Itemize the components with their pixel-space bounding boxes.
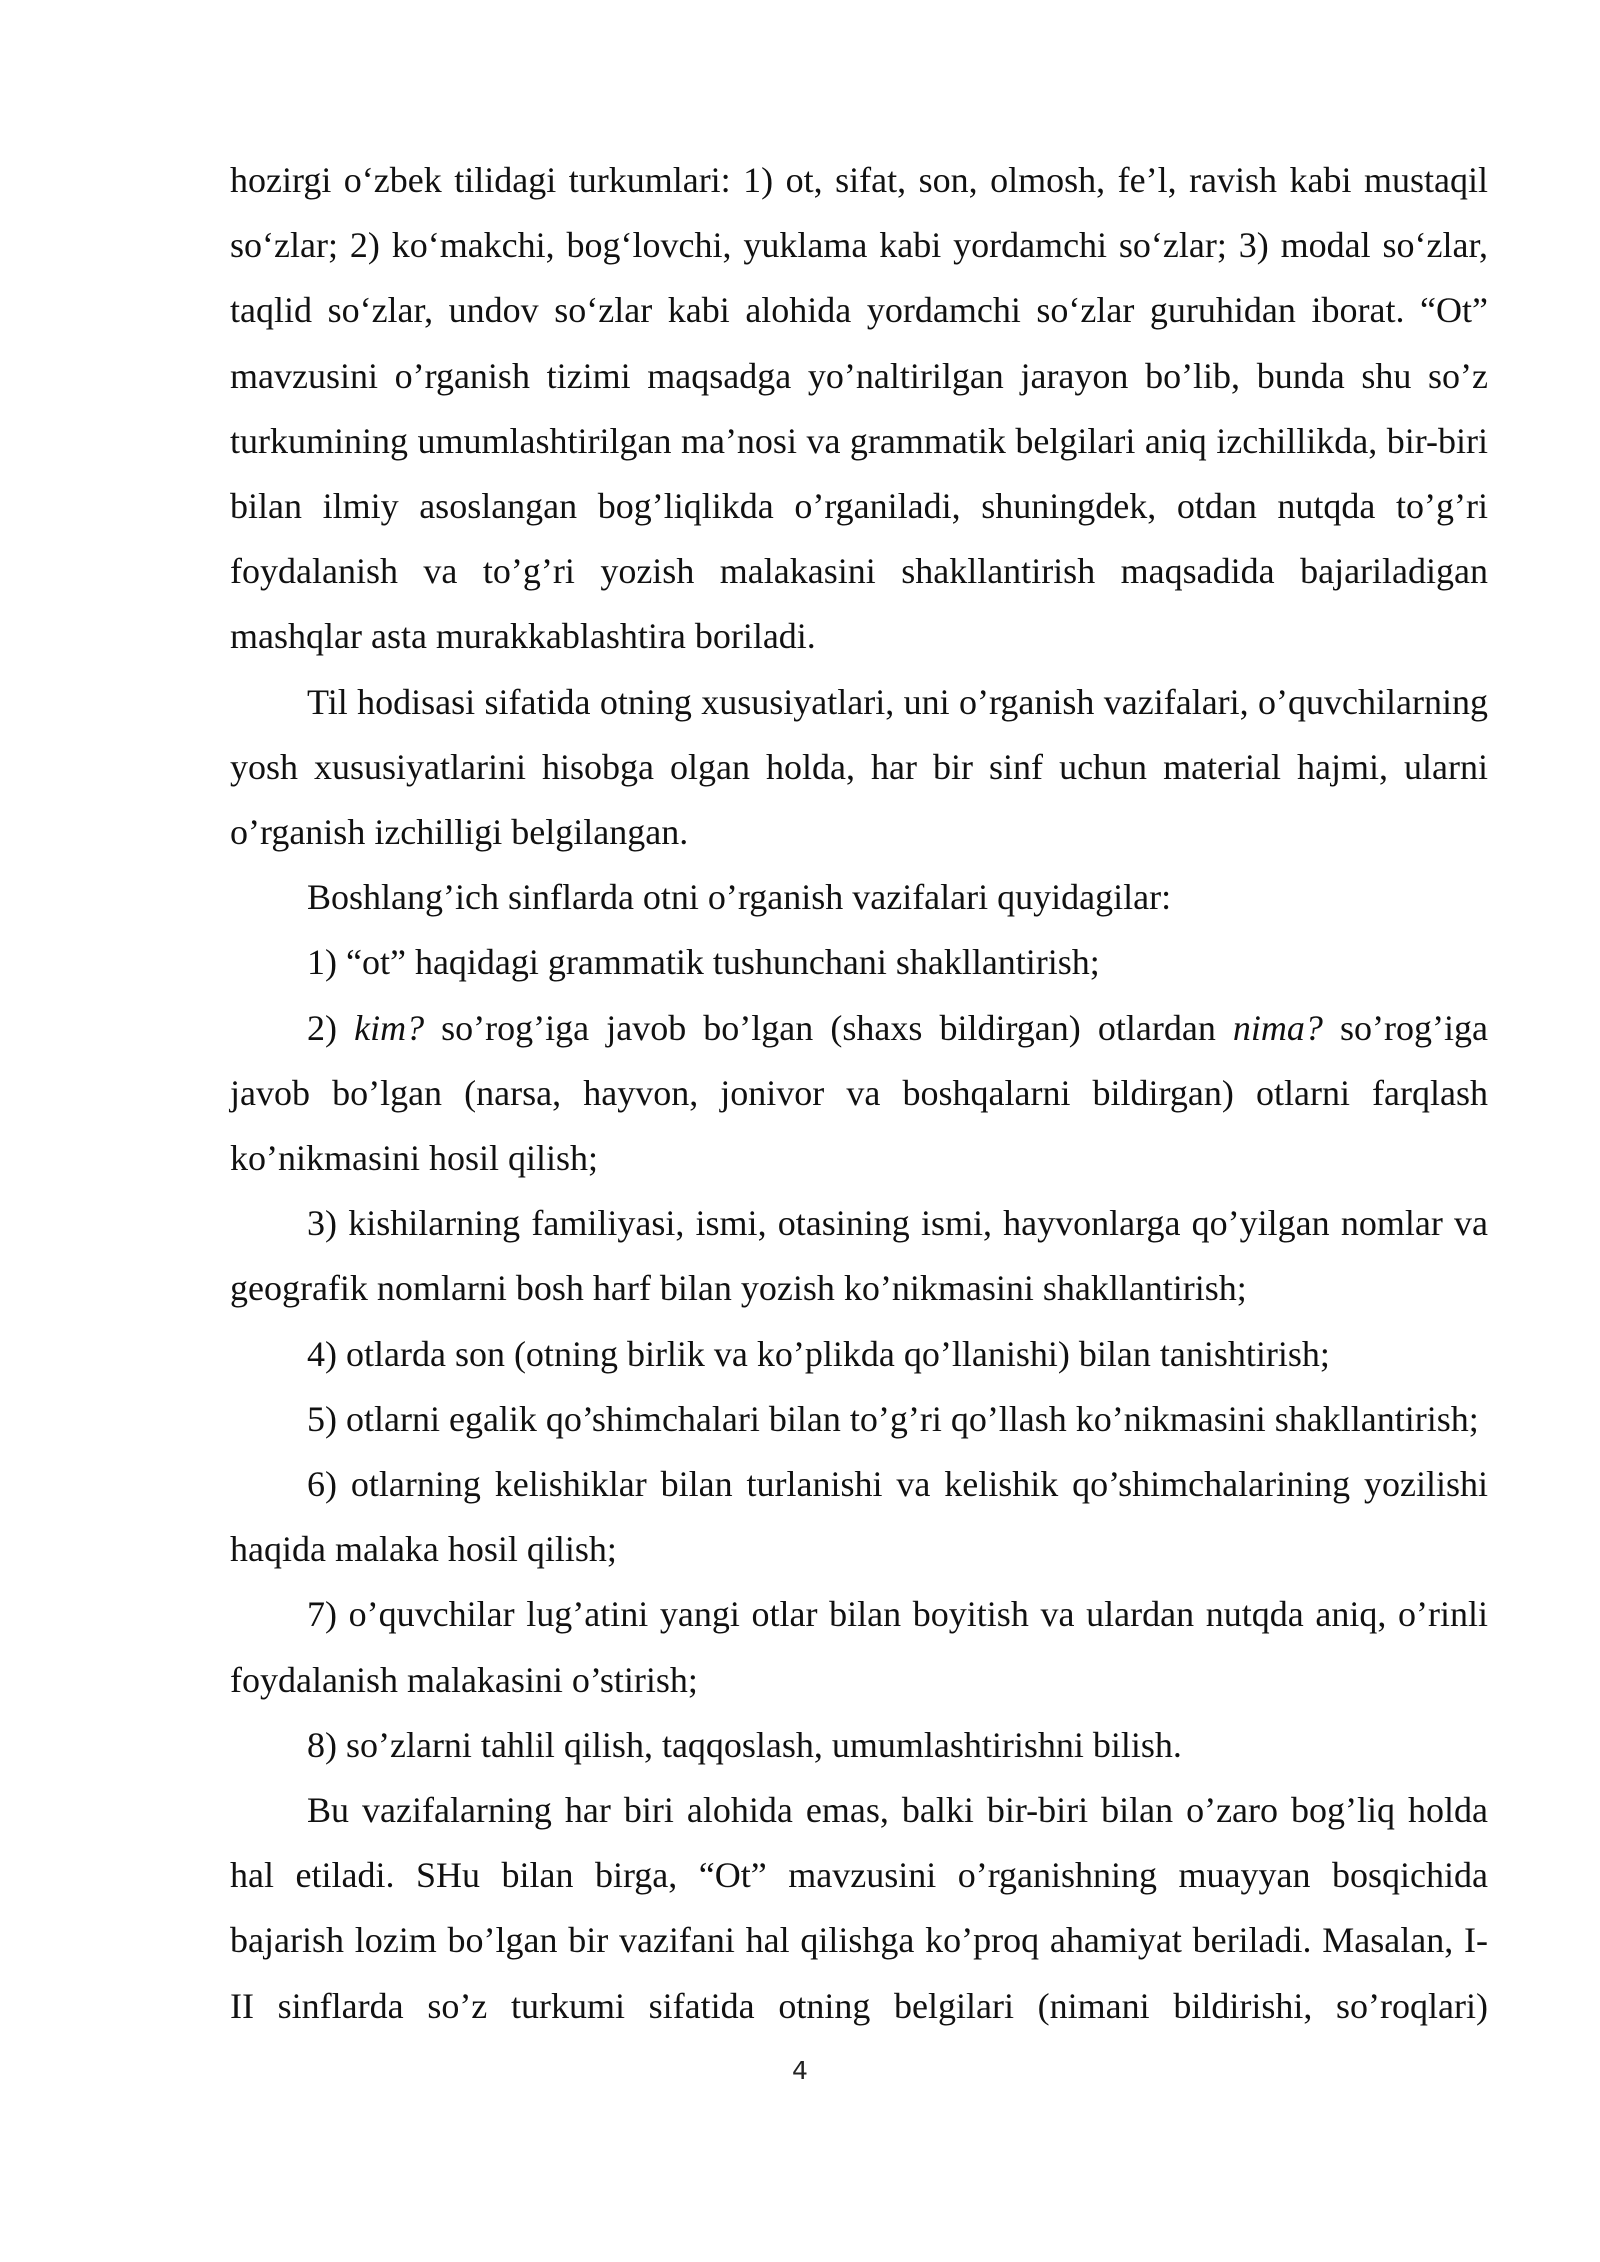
list-item-2-suffix: so’rog’iga javob bo’lgan (narsa, hayvon, jonivor va boshqalarni bildirgan) otlarni farqlash ko’nikmasini hosil qilish;	[230, 1007, 1488, 1179]
list-item-7: 7) o’quvchilar lug’atini yangi otlar bilan boyitish va ulardan nutqda aniq, o’rinli foydalanish malakasini o’stirish;	[230, 1594, 1488, 1700]
list-item-4: 4) otlarda son (otning birlik va ko’plikda qo’llanishi) bilan tanishtirish;	[307, 1333, 1330, 1374]
question-word-kim: kim?	[354, 1007, 425, 1048]
paragraph-tasks-intro: Boshlang’ich sinflarda otni o’rganish vazifalari quyidagilar:	[307, 877, 1172, 918]
paragraph-word-classes: hozirgi o‘zbek tilidagi turkumlari: 1) ot, sifat, son, olmosh, fe’l, ravish kabi mustaqil so‘zlar; 2) ko‘makchi, bog‘lovchi, yuklama kabi yordamchi so‘zlar; 3) modal so‘zlar, taqlid so‘zlar, undov so‘zlar kabi alohida yordamchi so‘zlar guruhidan iborat. “Ot” mavzusini o’rganish tizimi maqsadga yo’naltirilgan jarayon bo’lib, bunda shu so’z turkumining umumlashtirilgan ma’nosi va grammatik belgilari aniq izchillikda, bir-biri bilan ilmiy asoslangan bog’liqlikda o’rganiladi, shuningdek, otdan nutqda to’g’ri foydalanish va to’g’ri yozish malakasini shakllantirish maqsadida bajariladigan mashqlar asta murakkablashtira boriladi.	[230, 160, 1488, 657]
list-item-2-prefix: 2)	[307, 1007, 355, 1048]
list-item-8: 8) so’zlarni tahlil qilish, taqqoslash, umumlashtirishni bilish.	[307, 1724, 1182, 1765]
list-item-2	[230, 996, 1488, 1192]
list-item-2-middle: so’rog’iga javob bo’lgan (shaxs bildirgan) otlardan	[424, 1007, 1233, 1048]
paragraph-closing: Bu vazifalarning har biri alohida emas, balki bir-biri bilan o’zaro bog’liq holda hal etiladi. SHu bilan birga, “Ot” mavzusini o’rganishning muayyan bosqichida bajarish lozim bo’lgan bir vazifani hal qilishga ko’proq ahamiyat beriladi. Masalan, I-II sinflarda so’z turkumi sifatida otning belgilari (nimani bildirishi, so’roqlari)	[230, 1790, 1488, 2026]
document-page	[230, 148, 1488, 2039]
list-item-6: 6) otlarning kelishiklar bilan turlanishi va kelishik qo’shimchalarining yozilishi haqida malaka hosil qilish;	[230, 1464, 1488, 1570]
paragraph-noun-features: Til hodisasi sifatida otning xususiyatlari, uni o’rganish vazifalari, o’quvchilarning yosh xususiyatlarini hisobga olgan holda, har bir sinf uchun material hajmi, ularni o’rganish izchilligi belgilangan.	[230, 681, 1488, 853]
list-item-5: 5) otlarni egalik qo’shimchalari bilan to’g’ri qo’llash ko’nikmasini shakllantirish;	[307, 1398, 1479, 1439]
page-number: 4	[792, 2056, 808, 2085]
list-item-3: 3) kishilarning familiyasi, ismi, otasining ismi, hayvonlarga qo’yilgan nomlar va geografik nomlarni bosh harf bilan yozish ko’nikmasini shakllantirish;	[230, 1203, 1488, 1309]
list-item-1: 1) “ot” haqidagi grammatik tushunchani shakllantirish;	[307, 942, 1100, 983]
question-word-nima: nima?	[1232, 1007, 1323, 1048]
